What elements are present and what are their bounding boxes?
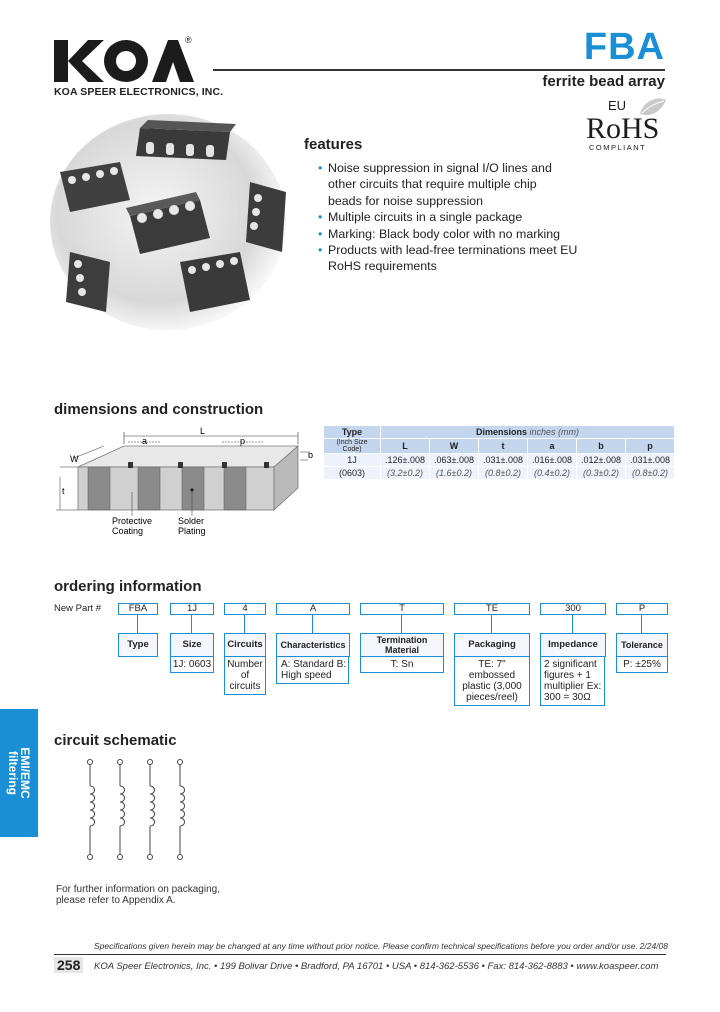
label-solder: Solder: [178, 516, 205, 526]
order-label-type: Type: [118, 633, 158, 657]
footer-rule: [54, 954, 666, 955]
table-cell: (1.6±0.2): [430, 467, 479, 480]
note-line-2: please refer to Appendix A.: [56, 895, 176, 906]
table-cell: (0.8±0.2): [626, 467, 675, 480]
order-label-packaging: Packaging: [454, 633, 530, 657]
dimensions-table: [323, 425, 675, 480]
feature-item: • Noise suppression in signal I/O lines and other circuits that require multiple chip beads for noise suppression: [318, 160, 553, 209]
connector: [137, 615, 138, 633]
chip-4: [246, 182, 286, 252]
type-value: 1J: [324, 454, 381, 467]
col-p: p: [626, 439, 675, 454]
connector: [191, 615, 192, 633]
circuit-heading: circuit schematic: [54, 732, 177, 749]
type-code: (0603): [324, 467, 381, 480]
note-line-1: For further information on packaging,: [56, 884, 220, 895]
dim-b-label: b: [308, 450, 314, 460]
dimensions-unit: inches (mm): [529, 427, 580, 437]
ordering-heading: ordering information: [54, 578, 202, 595]
table-cell: (0.3±0.2): [577, 467, 626, 480]
type-subheader: [324, 439, 381, 454]
table-cell: .016±.008: [528, 454, 577, 467]
connector: [491, 615, 492, 633]
dimension-figure: [52, 422, 322, 542]
company-name: KOA SPEER ELECTRONICS, INC.: [54, 86, 224, 98]
col-L: L: [381, 439, 430, 454]
page-number: 258: [54, 957, 83, 973]
table-cell: (0.4±0.2): [528, 467, 577, 480]
product-photo: [50, 112, 290, 332]
table-cell: .012±.008: [577, 454, 626, 467]
order-code-circuits: 4: [224, 603, 266, 615]
order-desc-size: 1J: 0603: [170, 656, 214, 673]
circuit-line-1: [88, 760, 95, 860]
order-label-tolerance: Tolerance: [616, 633, 668, 657]
revision-date: 2/24/08: [639, 941, 668, 951]
rohs-eu: EU: [608, 98, 627, 113]
koa-logo: [54, 34, 194, 90]
order-code-packaging: TE: [454, 603, 530, 615]
order-desc-termination: T: Sn: [360, 656, 444, 673]
dimensions-header: [381, 426, 675, 439]
order-desc-circuits: Number of circuits: [224, 656, 266, 695]
side-tab-line2: filtering: [6, 751, 20, 795]
feature-item: • Marking: Black body color with no marking: [318, 226, 618, 242]
col-W: W: [430, 439, 479, 454]
order-desc-characteristics: A: Standard B: High speed: [276, 656, 349, 684]
circuit-line-2: [118, 760, 125, 860]
order-label-circuits: Circuits: [224, 633, 266, 657]
product-code: FBA: [583, 26, 665, 68]
dim-L-label: L: [200, 426, 206, 436]
dim-t-label: t: [62, 486, 65, 496]
order-code-impedance: 300: [540, 603, 606, 615]
dimensions-heading: dimensions and construction: [54, 401, 264, 418]
order-label-impedance: Impedance: [540, 633, 606, 657]
circuit-schematic: [66, 756, 206, 866]
col-t: t: [479, 439, 528, 454]
dim-a-label: a: [142, 436, 148, 446]
rohs-main: RoHS: [586, 112, 660, 145]
table-cell: .031±.008: [479, 454, 528, 467]
type-subheader-text: (Inch Size Code): [336, 439, 368, 453]
circuit-line-3: [148, 760, 155, 860]
order-code-characteristics: A: [276, 603, 350, 615]
chip-1: [136, 120, 236, 160]
order-desc-packaging: TE: 7" embossed plastic (3,000 pieces/reel): [454, 656, 530, 706]
new-part-label: New Part #: [54, 603, 101, 614]
type-header: [324, 426, 381, 439]
table-cell: .126±.008: [381, 454, 430, 467]
dimensions-header-text: Dimensions: [475, 427, 527, 437]
order-code-type: FBA: [118, 603, 158, 615]
table-cell: (3.2±0.2): [381, 467, 430, 480]
rohs-logo: [586, 94, 668, 152]
label-coating: Coating: [112, 526, 144, 536]
connector: [244, 615, 245, 633]
label-protective: Protective: [112, 516, 153, 526]
chip-5: [66, 252, 110, 312]
label-plating: Plating: [178, 526, 206, 536]
order-label-characteristics: Characteristics: [276, 633, 350, 657]
col-b: b: [577, 439, 626, 454]
packaging-note: [56, 884, 220, 906]
order-code-size: 1J: [170, 603, 214, 615]
table-cell: .063±.008: [430, 454, 479, 467]
features-heading: features: [304, 136, 363, 153]
koa-brand-text: KOA: [54, 34, 57, 35]
dim-W-label: W: [70, 454, 79, 464]
order-desc-impedance: 2 significant figures + 1 multiplier Ex: 300 = 30Ω: [540, 656, 605, 706]
connector: [572, 615, 573, 633]
product-name: ferrite bead array: [542, 73, 665, 90]
company-address: KOA Speer Electronics, Inc. • 199 Bolivar Drive • Bradford, PA 16701 • USA • 814-362-5536 • Fax: 814-362-8883 • www.koaspeer.com: [94, 961, 659, 972]
dim-p-label: p: [240, 436, 246, 446]
side-tab-text: [7, 747, 31, 798]
order-code-tolerance: P: [616, 603, 668, 615]
connector: [401, 615, 402, 633]
connector: [641, 615, 642, 633]
header-rule: [213, 69, 665, 71]
table-cell: (0.8±0.2): [479, 467, 528, 480]
type-header-text: Type: [341, 427, 363, 437]
features-list: [318, 160, 618, 275]
circuit-line-4: [178, 760, 185, 860]
order-desc-tolerance: P: ±25%: [616, 656, 668, 673]
side-tab-line1: EMI/EMC: [18, 747, 32, 799]
order-label-termination: Termination Material: [360, 633, 444, 657]
registered-mark: ®: [185, 35, 192, 45]
order-label-size: Size: [170, 633, 214, 657]
feature-item: • Products with lead-free terminations meet EU RoHS requirements: [318, 242, 583, 275]
connector: [312, 615, 313, 633]
spec-notice: Specifications given herein may be changed at any time without prior notice. Please confirm technical specifications before you order and/or use.: [94, 941, 638, 951]
table-cell: .031±.008: [626, 454, 675, 467]
feature-item: • Multiple circuits in a single package: [318, 209, 618, 225]
rohs-compliant: COMPLIANT: [589, 143, 647, 152]
order-code-termination: T: [360, 603, 444, 615]
col-a: a: [528, 439, 577, 454]
